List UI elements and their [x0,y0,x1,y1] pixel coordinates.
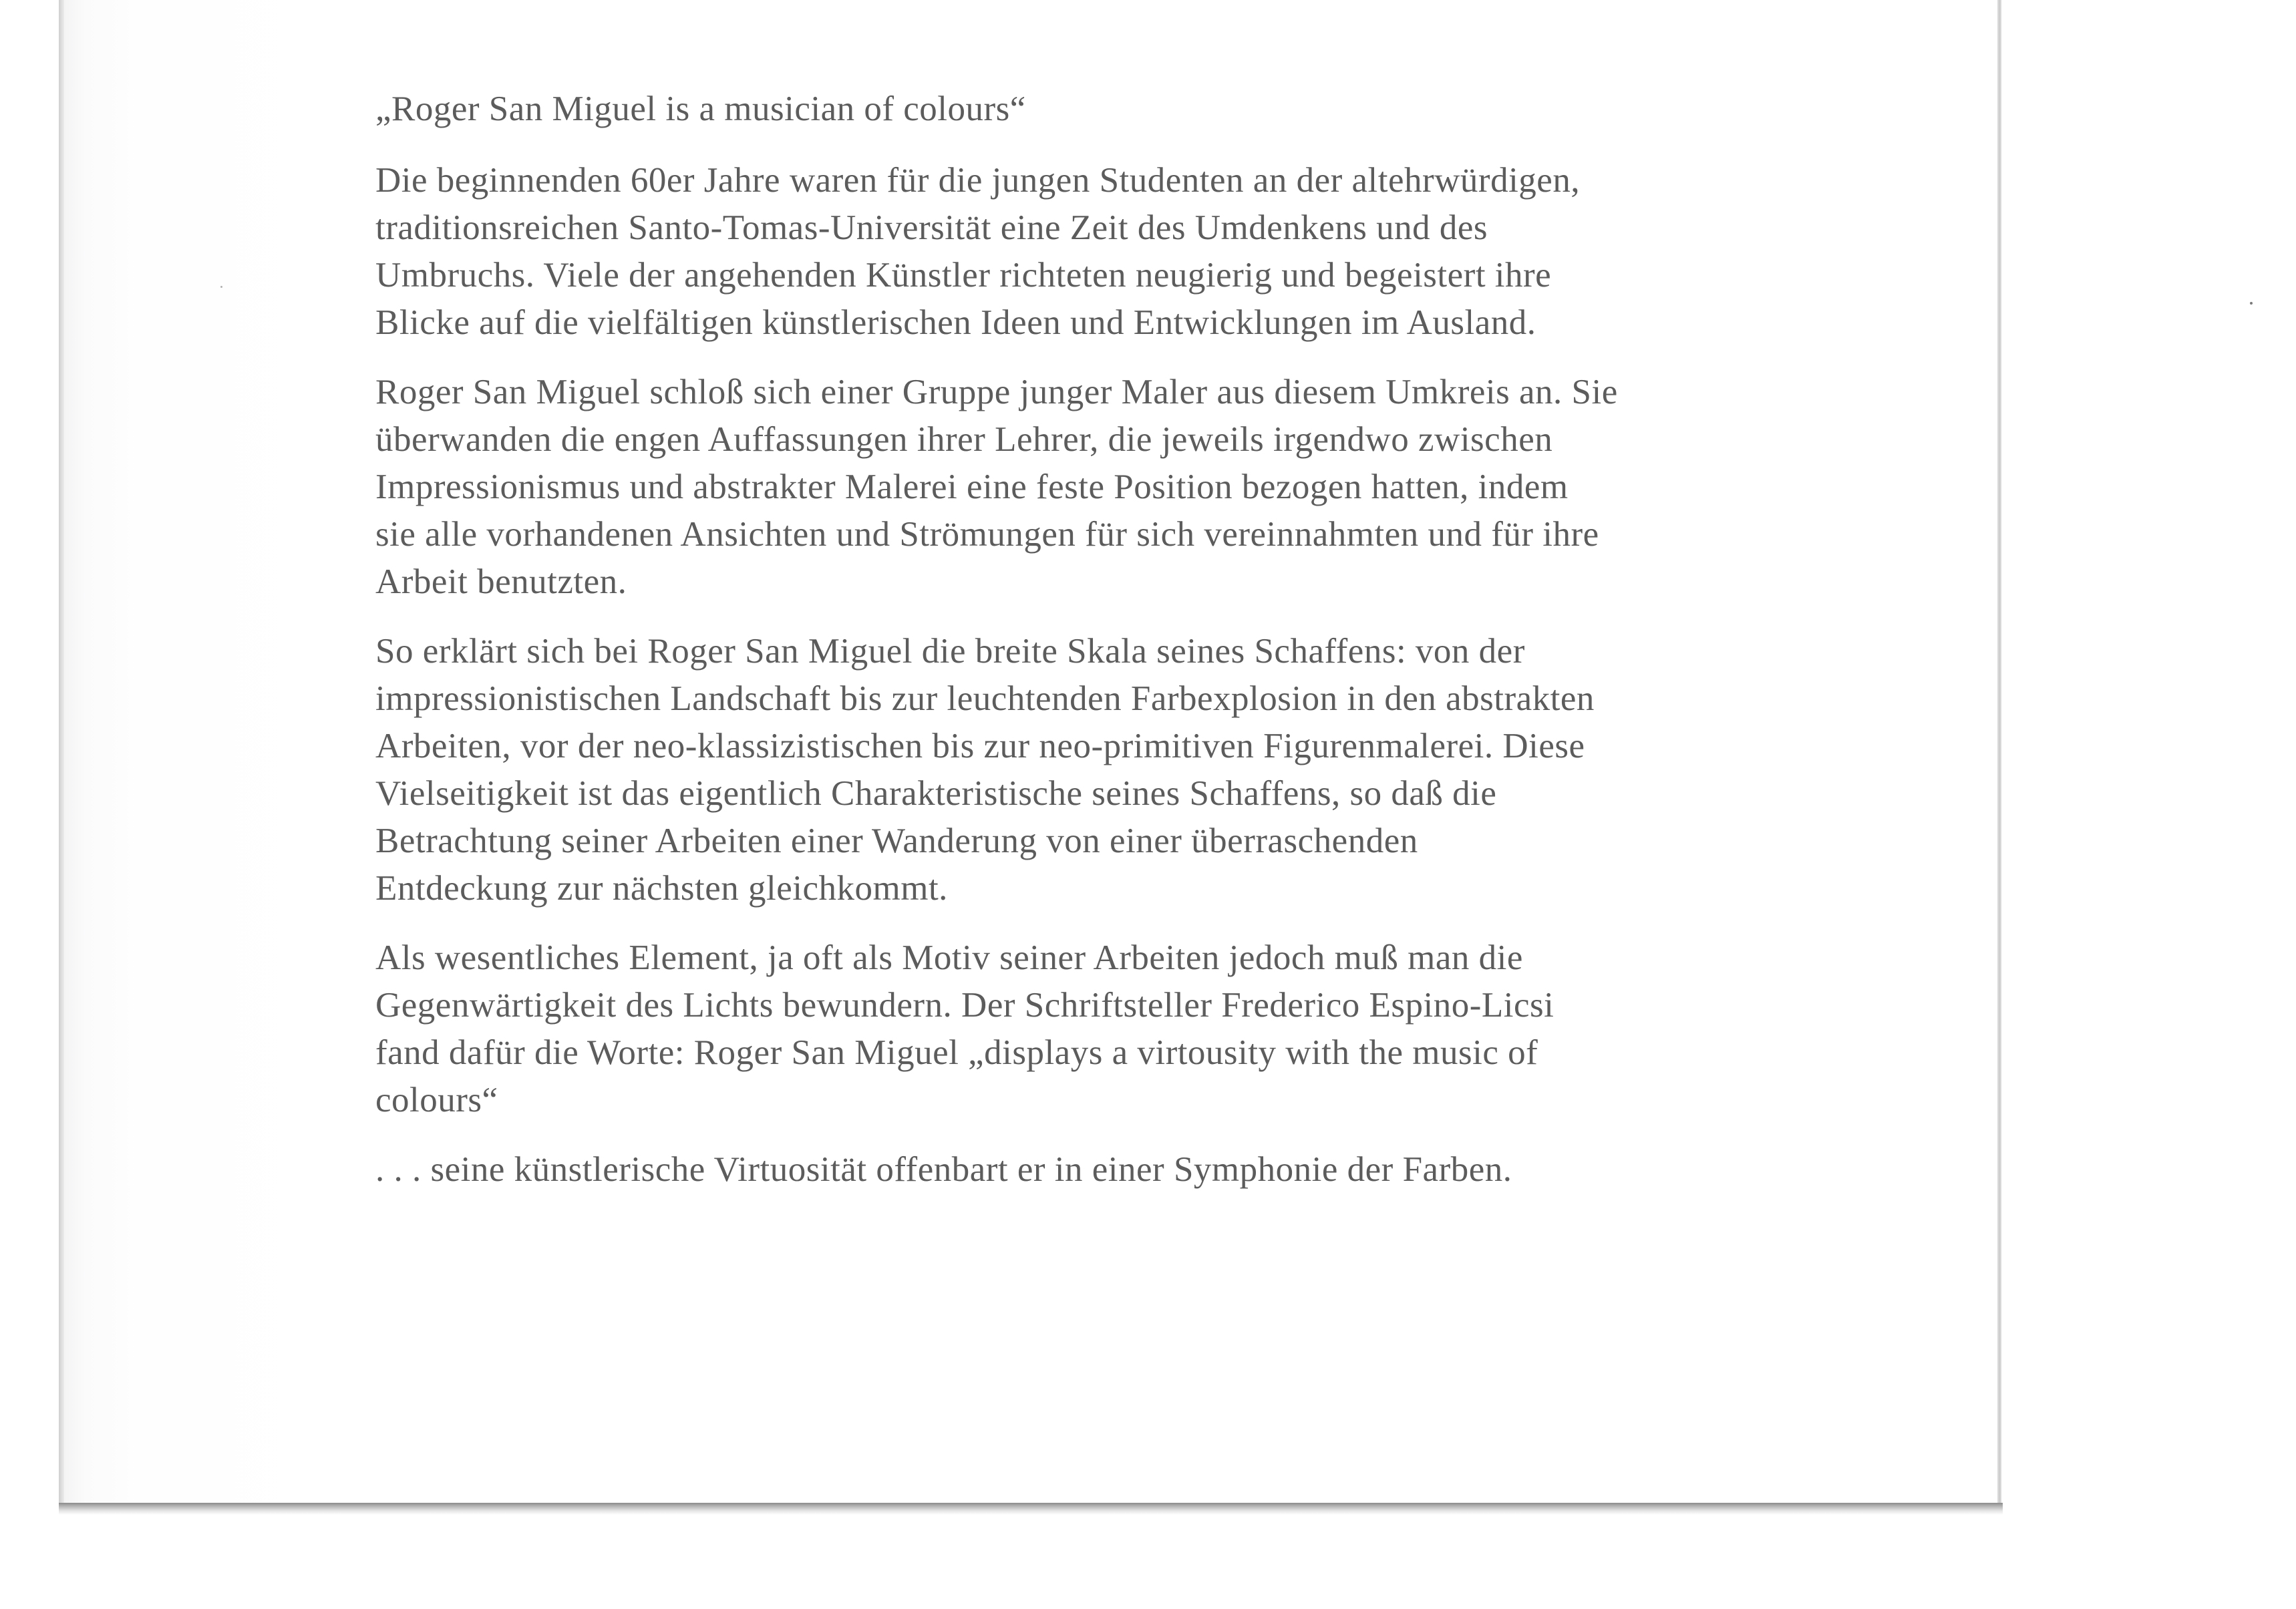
paragraph-4: Als wesentliches Element, ja oft als Motiv seiner Arbeiten jedoch muß man die Gegenwärtigkeit des Lichts bewundern. Der Schriftsteller Frederico Espino-Licsi fand dafür die Worte: Roger San Miguel „displays a virtousity with the music of colours“ [375,938,1554,1119]
paragraph-5: . . . seine künstlerische Virtuosität offenbart er in einer Symphonie der Farben. [375,1150,1512,1189]
paragraph-2: Roger San Miguel schloß sich einer Gruppe junger Maler aus diesem Umkreis an. Sie überwanden die engen Auffassungen ihrer Lehrer, die jeweils irgendwo zwischen Impressionismus und abstrakter Malerei eine feste Position bezogen hatten, indem sie alle vorhandenen Ansichten und Strömungen für sich vereinnahmten und für ihre Arbeit benutzten. [375,373,1618,601]
paragraph-3: So erklärt sich bei Roger San Miguel die breite Skala seines Schaffens: von der impressionistischen Landschaft bis zur leuchtenden Farbexplosion in den abstrakten Arbeiten, vor der neo-klassizistischen bis zur neo-primitiven Figurenmalerei. Diese Vielseitigkeit ist das eigentlich Charakteristische seines Schaffens, so daß die Betrachtung seiner Arbeiten einer Wanderung von einer überraschenden Entdeckung zur nächsten gleichkommt. [375,632,1595,908]
page-right-edge [1997,0,2000,1515]
page-binding-edge [59,0,64,1504]
scan-speck [220,286,222,288]
document-body [375,85,1765,1216]
paragraph-1: Die beginnenden 60er Jahre waren für die jungen Studenten an der altehrwürdigen, traditionsreichen Santo-Tomas-Universität eine Zeit des Umdenkens und des Umbruchs. Viele der angehenden Künstler richteten neugierig und begeistert ihre Blicke auf die vielfältigen künstlerischen Ideen und Entwicklungen im Ausland. [375,161,1581,342]
page-bottom-shadow [59,1503,2003,1515]
document-title: „Roger San Miguel is a musician of colours“ [375,90,1026,128]
scan-speck [2250,302,2253,305]
